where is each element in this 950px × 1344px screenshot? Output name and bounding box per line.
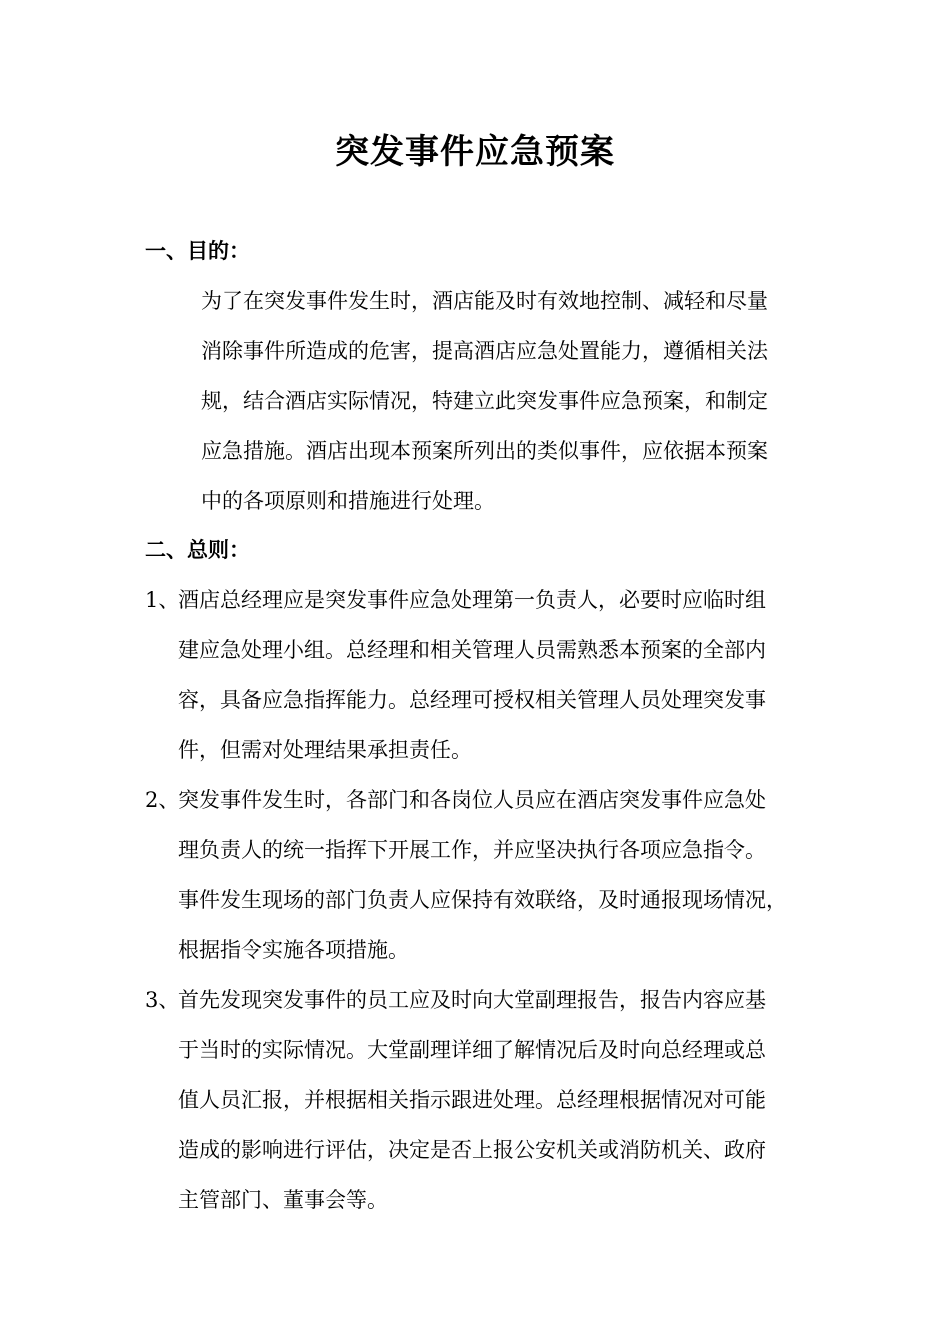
list-item-line: 首先发现突发事件的员工应及时向大堂副理报告，报告内容应基 xyxy=(178,988,766,1012)
list-item-number: 3、 xyxy=(145,988,180,1012)
list-item-line: 于当时的实际情况。大堂副理详细了解情况后及时向总经理或总 xyxy=(178,1038,766,1062)
section-paragraph-purpose xyxy=(201,276,768,526)
list-item xyxy=(178,775,787,975)
paragraph-line: 应急措施。酒店出现本预案所列出的类似事件，应依据本预案 xyxy=(201,439,768,463)
list-item-line: 根据指令实施各项措施。 xyxy=(178,938,409,962)
paragraph-line: 中的各项原则和措施进行处理。 xyxy=(201,489,495,513)
list-item-line: 建应急处理小组。总经理和相关管理人员需熟悉本预案的全部内 xyxy=(178,638,766,662)
list-item-line: 理负责人的统一指挥下开展工作，并应坚决执行各项应急指令。 xyxy=(178,838,766,862)
list-item-line: 酒店总经理应是突发事件应急处理第一负责人，必要时应临时组 xyxy=(178,588,766,612)
list-item-number: 1、 xyxy=(145,588,180,612)
section-heading-purpose: 一、目的： xyxy=(145,238,250,263)
document-title: 突发事件应急预案 xyxy=(335,132,615,172)
list-item xyxy=(178,575,766,775)
list-item-line: 事件发生现场的部门负责人应保持有效联络，及时通报现场情况， xyxy=(178,888,787,912)
paragraph-line: 消除事件所造成的危害，提高酒店应急处置能力，遵循相关法 xyxy=(201,339,768,363)
list-item-line: 主管部门、董事会等。 xyxy=(178,1188,388,1212)
list-item-number: 2、 xyxy=(145,788,180,812)
section-heading-general: 二、总则： xyxy=(145,537,250,562)
list-item-line: 突发事件发生时，各部门和各岗位人员应在酒店突发事件应急处 xyxy=(178,788,766,812)
paragraph-line: 规，结合酒店实际情况，特建立此突发事件应急预案，和制定 xyxy=(201,389,768,413)
list-item-line: 件，但需对处理结果承担责任。 xyxy=(178,738,472,762)
list-item xyxy=(178,975,766,1225)
list-item-line: 容，具备应急指挥能力。总经理可授权相关管理人员处理突发事 xyxy=(178,688,766,712)
list-item-line: 值人员汇报，并根据相关指示跟进处理。总经理根据情况对可能 xyxy=(178,1088,766,1112)
list-item-line: 造成的影响进行评估，决定是否上报公安机关或消防机关、政府 xyxy=(178,1138,766,1162)
paragraph-line: 为了在突发事件发生时，酒店能及时有效地控制、减轻和尽量 xyxy=(201,289,768,313)
